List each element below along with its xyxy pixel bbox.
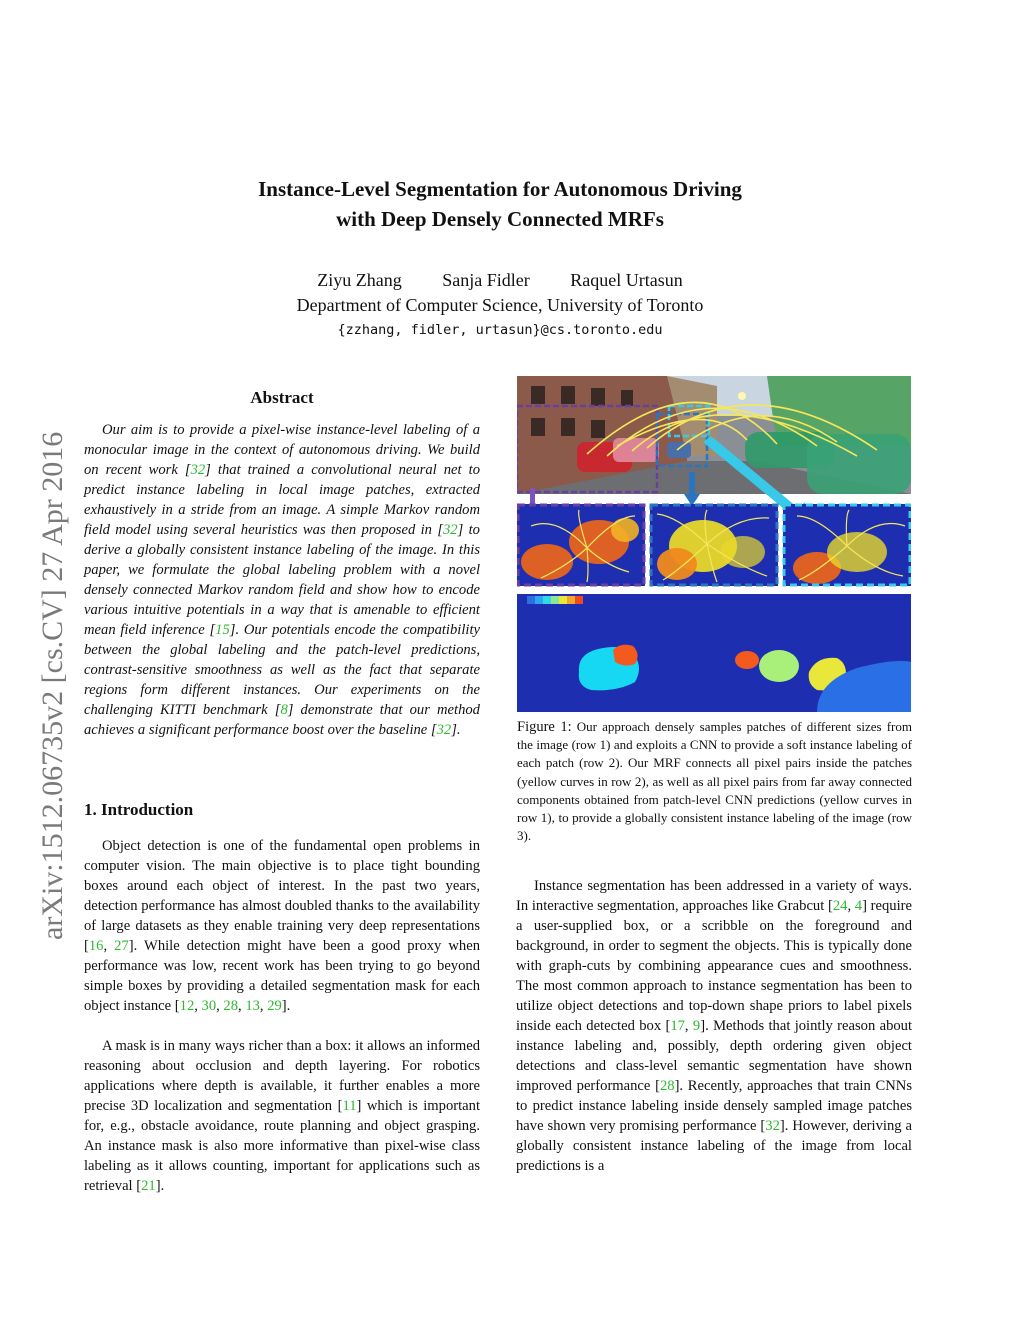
citation-link[interactable]: 32 — [443, 522, 458, 538]
author-3: Raquel Urtasun — [570, 270, 683, 290]
title-line-1: Instance-Level Segmentation for Autonomous Driving — [258, 177, 742, 201]
cnn-patch-predictions — [517, 504, 911, 586]
intro-paragraph-1: Object detection is one of the fundamental open problems in computer vision. The main objective is to place tight bounding boxes around each object of interest. In the past two years, detection performance has almost doubled thanks to the availability of large datasets as they enable training very deep representations [16, 27]. While detection might have been a good proxy when performance was low, recent work has been trying to go beyond simple boxes by providing a detailed segmentation mask for each object instance [12, 30, 28, 13, 29]. — [84, 838, 481, 1014]
citation-link[interactable]: 32 — [190, 462, 206, 478]
citation-link[interactable]: 12 — [179, 998, 195, 1014]
figure-1 — [517, 376, 911, 712]
citation-link[interactable]: 8 — [280, 702, 288, 718]
citation-link[interactable]: 11 — [342, 1098, 357, 1114]
citation-link[interactable]: 15 — [215, 622, 230, 638]
street-scene-image — [517, 376, 911, 494]
citation-link[interactable]: 13 — [245, 998, 260, 1014]
instance-color-legend — [527, 596, 583, 604]
citation-link[interactable]: 21 — [141, 1178, 156, 1194]
citation-link[interactable]: 4 — [854, 898, 863, 914]
citation-link[interactable]: 16 — [88, 938, 104, 954]
figure-1-caption: Figure 1: Our approach densely samples patches of different sizes from the image (row 1) and exploits a CNN to provide a soft instance labeling of each patch (row 2). Our MRF connects all pixel pairs inside the patches (yellow curves in row 2), as well as all pixel pairs from far away connected components obtained from patch-level CNN predictions (yellow curves in row 1), to provide a globally consistent instance labeling of the image (row 3). — [517, 719, 912, 844]
paper-title — [150, 174, 850, 234]
author-emails: {zzhang, fidler, urtasun}@cs.toronto.edu — [337, 322, 663, 338]
citation-link[interactable]: 29 — [267, 998, 282, 1014]
intro-paragraph-2: A mask is in many ways richer than a box: it allows an informed reasoning about occlusion and depth layering. For robotics applications where depth is available, it further enables a more precise 3D localization and segmentation [11] which is important for, e.g., obstacle avoidance, route planning and object grasping. An instance mask is also more informative than pixel-wise class labeling as it allows counting, important for applications such as retrieval [21]. — [84, 1038, 480, 1194]
citation-link[interactable]: 9 — [692, 1018, 701, 1034]
global-instance-labeling — [517, 594, 911, 712]
right-column-paragraph: Instance segmentation has been addressed in a variety of ways. In interactive segmentation, approaches like Grabcut [24, 4] require a user-supplied box, or a scribble on the foreground and background, in order to segment the objects. This is typically done with graph-cuts by combining appearance cues and smoothness. The most common approach to instance segmentation has been to utilize object detections and top-down shape priors to label pixels inside each detected box [17, 9]. Methods that jointly reason about instance labeling and, possibly, depth ordering given object detections and class-level semantic segmentation have shown improved performance [28]. Recently, approaches that train CNNs to predict instance labeling inside densely sampled image patches have shown very promising performance [32]. However, deriving a globally consistent instance labeling of the image from local predictions is a — [516, 878, 913, 1174]
author-list — [200, 270, 800, 291]
abstract-text: Our aim is to provide a pixel-wise instance-level labeling of a monocular image in the context of autonomous driving. We build on recent work [32] that trained a convolutional neural net to predict instance labeling in local image patches, extracted exhaustively in a stride from an image. A simple Markov random field model using several heuristics was then proposed in [32] to derive a globally consistent instance labeling of the image. In this paper, we formulate the global labeling problem with a novel densely connected Markov random field and show how to encode various intuitive potentials in a way that is amenable to efficient mean field inference [15]. Our potentials encode the compatibility between the global labeling and the patch-level predictions, contrast-sensitive smoothness as well as the fact that separate regions form different instances. Our experiments on the challenging KITTI benchmark [8] demonstrate that our method achieves a significant performance boost over the baseline [32]. — [84, 422, 480, 738]
author-1: Ziyu Zhang — [317, 270, 402, 290]
citation-link[interactable]: 32 — [765, 1118, 780, 1134]
citation-link[interactable]: 24 — [832, 898, 848, 914]
citation-link[interactable]: 30 — [201, 998, 217, 1014]
citation-link[interactable]: 28 — [223, 998, 239, 1014]
abstract-heading: Abstract — [250, 388, 314, 407]
author-2: Sanja Fidler — [442, 270, 530, 290]
figure-label: Figure 1: — [517, 719, 572, 735]
title-line-2: with Deep Densely Connected MRFs — [336, 207, 664, 231]
section-heading-introduction: 1. Introduction — [84, 800, 194, 819]
citation-link[interactable]: 17 — [670, 1018, 685, 1034]
citation-link[interactable]: 27 — [114, 938, 129, 954]
citation-link[interactable]: 28 — [659, 1078, 675, 1094]
citation-link[interactable]: 32 — [436, 722, 452, 738]
arxiv-identifier: arXiv:1512.06735v2 [cs.CV] 27 Apr 2016 — [36, 431, 69, 940]
affiliation: Department of Computer Science, University of Toronto — [296, 295, 704, 315]
